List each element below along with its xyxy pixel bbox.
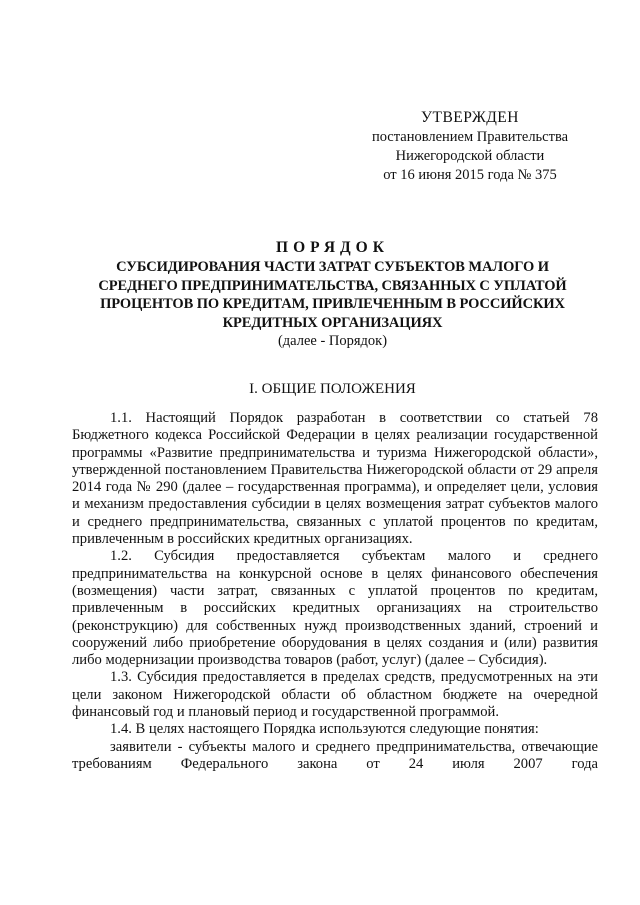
document-subtitle: (далее - Порядок) — [277, 333, 388, 349]
approval-line: Нижегородской области — [395, 148, 545, 164]
paragraph-1-1: 1.1. Настоящий Порядок разработан в соответствии со статьей 78 Бюджетного кодекса Российской Федерации в целях реализации государственной программы «Развитие предпринимательства и туризма Нижегородской области», утвержденной постановлением Правительства Нижегородской области от 29 апреля 2014 года № 290 (далее – государственная программа), и определяет цели, условия и механизм предоставления субсидии в целях возмещения затрат субъектов малого и среднего предпринимательства, связанных с уплатой процентов по кредитам, привлеченным в российских кредитных организациях. — [72, 410, 598, 548]
paragraph-1-3: 1.3. Субсидия предоставляется в пределах средств, предусмотренных на эти цели законом Нижегородской области об областном бюджете на очередной финансовый год и плановый период и государственной программой. — [72, 669, 598, 721]
approval-title: УТВЕРЖДЕН — [421, 109, 519, 126]
approval-stamp — [340, 108, 600, 185]
approval-date-line: от 16 июня 2015 года № 375 — [383, 167, 557, 183]
document-title-line: СУБСИДИРОВАНИЯ ЧАСТИ ЗАТРАТ СУБЪЕКТОВ МАЛОГО И — [116, 259, 549, 275]
document-heading: ПОРЯДОК — [276, 239, 389, 256]
document-title-line: КРЕДИТНЫХ ОРГАНИЗАЦИЯХ — [222, 314, 443, 331]
section-heading: I. ОБЩИЕ ПОЛОЖЕНИЯ — [249, 381, 416, 397]
paragraph-1-4-definition: заявители - субъекты малого и среднего предпринимательства, отвечающие требованиям Федерального закона от 24 июля 2007 года — [72, 738, 598, 772]
paragraph-1-2: 1.2. Субсидия предоставляется субъектам малого и среднего предпринимательства на конкурсной основе в целях финансового обеспечения (возмещения) части затрат, связанных с уплатой процентов по кредитам, привлеченным в российских кредитных организациях на строительство (реконструкцию) для собственных нужд производственных зданий, строений и сооружений либо приобретение оборудования в целях создания и (или) развития либо модернизации производства товаров (работ, услуг) (далее – Субсидия). — [72, 548, 598, 669]
document-title-line: СРЕДНЕГО ПРЕДПРИНИМАТЕЛЬСТВА, СВЯЗАННЫХ С УПЛАТОЙ — [98, 277, 567, 294]
document-title — [60, 238, 605, 351]
approval-line: постановлением Правительства — [371, 129, 569, 145]
document-body — [72, 410, 598, 773]
paragraph-1-4: 1.4. В целях настоящего Порядка используются следующие понятия: — [110, 721, 539, 738]
document-title-line: ПРОЦЕНТОВ ПО КРЕДИТАМ, ПРИВЛЕЧЕННЫМ В РОССИЙСКИХ — [100, 296, 565, 312]
